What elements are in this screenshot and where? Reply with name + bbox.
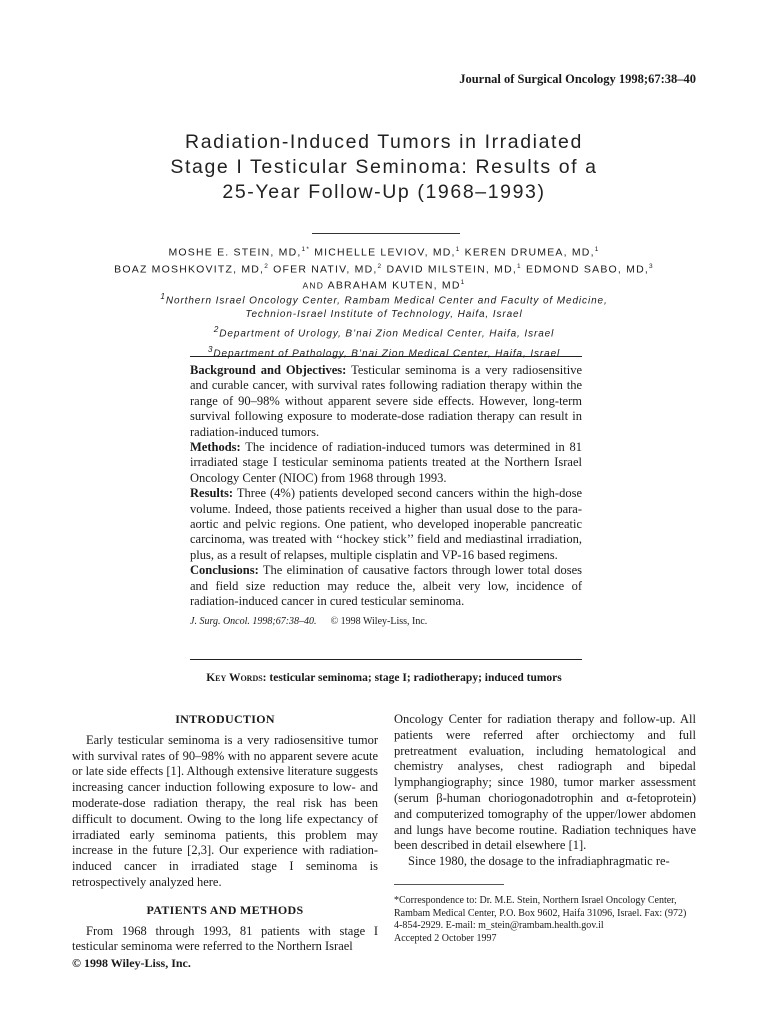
- section-label: Conclusions:: [190, 563, 259, 578]
- author-sup: 2: [264, 263, 270, 270]
- footnote-rule: [394, 884, 504, 885]
- keywords-label: Key Words:: [206, 672, 267, 684]
- aff-text: Northern Israel Oncology Center, Rambam Medical Center and Faculty of Medicine,: [165, 295, 608, 307]
- section-text: The elimination of causative factors through lower total doses and field size reduction may reduce the, albeit very low, incidence of radiation-induced cancer in cured testicular seminoma.: [190, 563, 582, 609]
- author: EDMOND SABO, MD,: [525, 263, 649, 276]
- author-sup: 1: [594, 246, 600, 253]
- abstract-background: [190, 363, 582, 440]
- title-line-3: 25-Year Follow-Up (1968–1993): [222, 181, 546, 203]
- footnote: [394, 895, 696, 945]
- section-label: Methods:: [190, 440, 241, 455]
- affiliation-1b: Technion-Israel Institute of Technology, Haifa, Israel: [245, 309, 523, 321]
- patients-methods-text: From 1968 through 1993, 81 patients with stage I testicular seminoma were referred to the Northern Israel: [72, 923, 378, 954]
- patients-methods-heading: PATIENTS AND METHODS: [146, 902, 304, 917]
- aff-text: Department of Pathology, B’nai Zion Medical Center, Haifa, Israel: [213, 347, 561, 359]
- affiliations: [0, 289, 768, 361]
- section-label: Background and Objectives:: [190, 363, 347, 377]
- abstract-methods: [190, 440, 582, 486]
- paper-title: [0, 130, 768, 205]
- author: MOSHE E. STEIN, MD,: [168, 246, 302, 259]
- keywords: [0, 672, 768, 684]
- keywords-text: testicular seminoma; stage I; radiotherapy; induced tumors: [269, 672, 562, 684]
- abstract-top-rule: [190, 356, 582, 357]
- author-sup: 1*: [301, 246, 311, 253]
- journal-reference: Journal of Surgical Oncology 1998;67:38–40: [459, 72, 696, 86]
- right-paragraph-2: Since 1980, the dosage to the infradiaphragmatic re-: [408, 854, 670, 869]
- author-sup: 1: [455, 246, 461, 253]
- abstract-bottom-rule: [190, 659, 582, 660]
- accepted-date: Accepted 2 October 1997: [394, 932, 497, 944]
- abstract-results: [190, 486, 582, 563]
- section-label: Results:: [190, 486, 234, 501]
- abstract-conclusions: [190, 563, 582, 609]
- left-column: [72, 712, 378, 955]
- citation: [190, 614, 582, 629]
- correspondence: *Correspondence to: Dr. M.E. Stein, Northern Israel Oncology Center, Rambam Medical Center, P.O. Box 9602, Haifa 31096, Israel. Fax: (972) 4-854-2929. E-mail: m_stein@rambam.health.gov.il: [394, 895, 687, 931]
- copyright: © 1998 Wiley-Liss, Inc.: [72, 956, 191, 970]
- author: DAVID MILSTEIN, MD,: [386, 263, 517, 276]
- author-sup: 2: [377, 263, 383, 270]
- author: MICHELLE LEVIOV, MD,: [314, 246, 456, 259]
- title-line-2: Stage I Testicular Seminoma: Results of a: [170, 156, 598, 178]
- title-line-1: Radiation-Induced Tumors in Irradiated: [185, 131, 583, 153]
- affiliation-2: [0, 322, 768, 341]
- citation-copyright: © 1998 Wiley-Liss, Inc.: [330, 615, 428, 627]
- affiliation-1: [0, 289, 768, 308]
- aff-sup: 1: [160, 291, 166, 301]
- aff-sup: 2: [213, 324, 220, 335]
- affiliation-3: [0, 342, 768, 361]
- section-text: Testicular seminoma is a very radiosensitive and curable cancer, with survival rates following radiation therapy within the range of 90–98% without apparent severe side effects. However, long-term survival following exposure to moderate-dose radiation therapy can result in radiation-induced tumors.: [190, 363, 582, 439]
- aff-sup: 3: [207, 343, 214, 354]
- and-text: AND: [302, 280, 325, 291]
- section-text: The incidence of radiation-induced tumors was determined in 81 irradiated stage I testicular seminoma patients treated at the Northern Israel Oncology Center (NIOC) from 1968 through 1993.: [190, 440, 582, 485]
- aff-text: Department of Urology, B’nai Zion Medical Center, Haifa, Israel: [219, 328, 555, 340]
- right-paragraph-1: Oncology Center for radiation therapy and follow-up. All patients were referred after orchiectomy and full pretreatment evaluation, including hematological and chemistry analyses, chest radiograph and bipedal lymphangiography; since 1980, tumor marker assessment (serum β-human choriogonadotrophin and α-fetoprotein) and computerized tomography of the upper/lower abdomen and lungs have become routine. Radiation techniques have been described in detail elsewhere [1].: [394, 712, 696, 853]
- introduction-heading: INTRODUCTION: [175, 712, 275, 726]
- section-text: Three (4%) patients developed second cancers within the high-dose volume. Indeed, those patients received a higher than usual dose to the para-aortic and pelvic regions. One patient, who developed inoperable pancreatic carcinoma, was treated with ‘‘hockey stick’’ field and mediastinal irradiation, plus, as a result of relapses, multiple cisplatin and VP-16 based regimens.: [190, 486, 583, 562]
- author: OFER NATIV, MD,: [273, 263, 378, 276]
- introduction-text: Early testicular seminoma is a very radiosensitive tumor with survival rates of 90–98% with no apparent severe acute or late side effects [1]. Although extensive literature suggests increasing cancer induction following exposure to low- and moderate-dose radiation therapy, the real risk has been difficult to document. Owing to the long life expectancy of irradiated early seminoma patients, this problem may increase in the future [2,3]. Our experience with radiation-induced cancer in irradiated stage I seminoma is retrospectively analyzed here.: [72, 732, 378, 889]
- citation-ref: J. Surg. Oncol. 1998;67:38–40.: [190, 615, 317, 627]
- author-sup: 3: [648, 263, 654, 270]
- right-column: [394, 712, 696, 870]
- author: ABRAHAM KUTEN, MD: [327, 279, 461, 292]
- author: BOAZ MOSHKOVITZ, MD,: [114, 263, 265, 276]
- abstract: [190, 363, 582, 629]
- title-divider: [312, 233, 460, 234]
- author-sup: 1: [516, 263, 522, 270]
- author-sup: 1: [460, 279, 466, 286]
- author: KEREN DRUMEA, MD,: [464, 246, 595, 259]
